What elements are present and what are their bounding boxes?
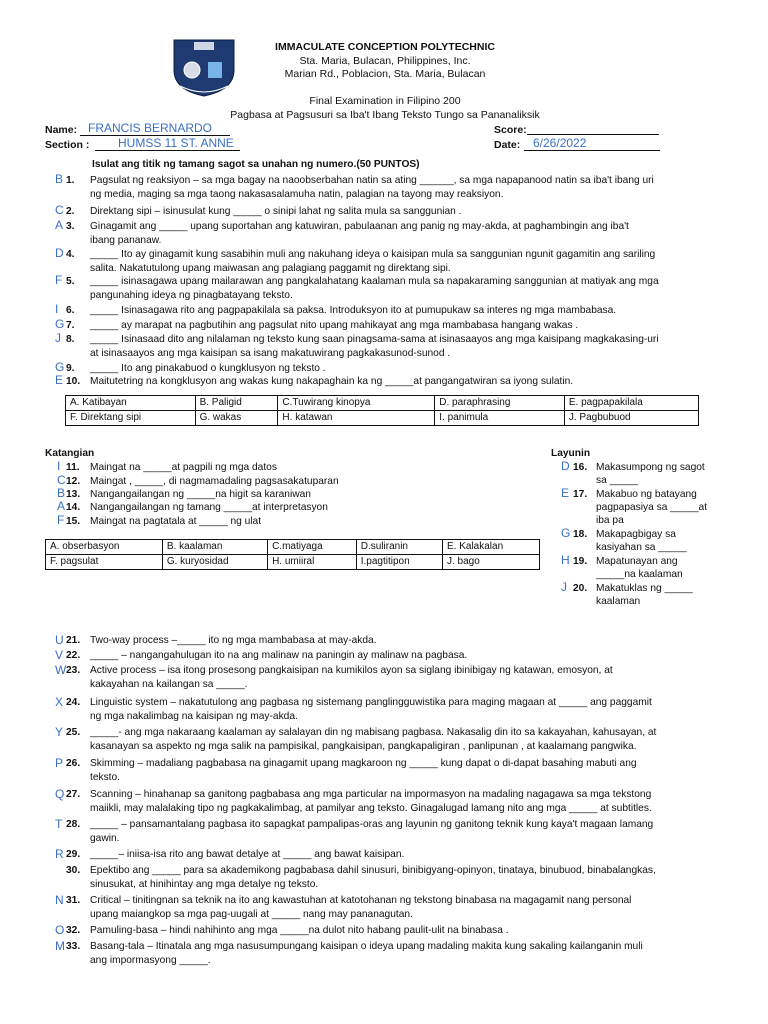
question-text: Direktang sipi – isinusulat kung _____ o sinipi lahat ng salita mula sa sanggunian .: [90, 206, 462, 217]
choice2-cell: A. obserbasyon: [46, 540, 163, 555]
question-text-cont: iba pa: [596, 515, 624, 526]
question-text: Maingat na pagtatala at _____ ng ulat: [90, 516, 262, 527]
question-number: 32.: [66, 925, 81, 936]
question-text: _____ ay marapat na pagbutihin ang pagsulat nito upang mahikayat ang mga mambabasa hangang wakas .: [90, 320, 579, 331]
question-number: 19.: [573, 556, 588, 567]
question-text: _____ Ito ay ginagamit kung sasabihin muli ang nakuhang ideya o kaisipan mula sa sanggunian ngunit gagamitin ang sariling: [90, 249, 656, 260]
answer-20[interactable]: J: [561, 580, 567, 594]
question-text-cont: kaalaman: [596, 596, 641, 607]
answer-8[interactable]: J: [55, 331, 61, 345]
choice2-row: [46, 555, 540, 570]
name-value[interactable]: FRANCIS BERNARDO: [88, 121, 213, 135]
question-text-cont: ang impormasyong _____.: [90, 955, 211, 966]
answer-4[interactable]: D: [55, 246, 64, 260]
question-text: Skimming – madaliang pagbabasa na ginagamit upang magkaroon ng _____ kung dapat o di-dapat basahing mabuti ang: [90, 758, 637, 769]
question-text: Makabuo ng batayang: [596, 489, 697, 500]
question-number: 6.: [66, 305, 75, 316]
question-text: _____ Isinasaad dito ang nilalaman ng teksto kung saan pinagsama-sama at isinasaayos ang mga kaisipang magkakasing-uri: [90, 334, 659, 345]
question-text-cont: pangunahing ideya ng pinagbatayang teksto.: [90, 290, 293, 301]
question-text-cont: at isinasaayos ang mga kaisipan sa isang makatuwirang pagkakasunod-sunod .: [90, 348, 451, 359]
answer-28[interactable]: T: [55, 817, 63, 831]
question-text: Basang-tala – Itinatala ang mga nasusumpungang kaisipan o ideya upang madaling makita kung sakaling kailanganin muli: [90, 941, 643, 952]
question-text: Active process – isa itong prosesong pangkaisipan na kumikilos ayon sa siglang ibinibigay ng katawan, emosyon, at: [90, 665, 613, 676]
choice-cell: J. Pagbubuod: [564, 411, 698, 426]
question-text: Two-way process –_____ ito ng mga mambabasa at may-akda.: [90, 635, 377, 646]
question-text: _____- ang mga nakaraang kaalaman ay salalayan din ng mabisang pagbasa. Nakasalig din ito sa kakayahan, kahusayan, at: [90, 727, 657, 738]
section-label: Section :: [45, 139, 90, 151]
question-text-cont: sa _____: [596, 475, 638, 486]
question-number: 7.: [66, 320, 75, 331]
choice-cell: C.Tuwirang kinopya: [278, 396, 435, 411]
question-number: 4.: [66, 249, 75, 260]
answer-18[interactable]: G: [561, 526, 571, 540]
question-number: 13.: [66, 489, 81, 500]
question-number: 25.: [66, 727, 81, 738]
date-label: Date:: [494, 139, 521, 151]
answer-17[interactable]: E: [561, 486, 570, 500]
question-text: _____ Ito ang pinakabuod o kungklusyon ng teksto .: [90, 363, 326, 374]
question-text-cont: salita. Nakatutulong upang maiwasan ang palagiang paggamit ng direktang sipi.: [90, 263, 451, 274]
question-text: Linguistic system – nakatutulong ang pagbasa ng sistemang panglingguwistika para maging magaan at _____ ang paggamit: [90, 697, 652, 708]
answer-16[interactable]: D: [561, 459, 570, 473]
date-value[interactable]: 6/26/2022: [533, 136, 587, 150]
question-text-cont: sinusukat, at hinihintay ang mga detalye ng teksto.: [90, 879, 319, 890]
question-number: 17.: [573, 489, 588, 500]
answer-10[interactable]: E: [55, 373, 64, 387]
choice-cell: D. paraphrasing: [435, 396, 565, 411]
question-text-cont: pagpapasiya sa _____at: [596, 502, 708, 513]
question-number: 28.: [66, 819, 81, 830]
question-number: 27.: [66, 789, 81, 800]
question-text: _____ Isinasagawa rito ang pagpapakilala sa paksa. Introduksyon ito at pumupukaw sa interes ng mga mambabasa.: [90, 305, 617, 316]
question-number: 8.: [66, 334, 75, 345]
choices-table-2: [45, 539, 540, 570]
answer-6[interactable]: I: [55, 302, 59, 316]
question-number: 22.: [66, 650, 81, 661]
question-number: 20.: [573, 583, 588, 594]
answer-3[interactable]: A: [55, 218, 64, 232]
question-number: 11.: [66, 462, 80, 473]
question-number: 5.: [66, 276, 75, 287]
question-text: Maingat na _____at pagpili ng mga datos: [90, 462, 277, 473]
question-text-cont: ng media, maging sa mga taong nakasasalamuha natin, palagian na tayong may reaksiyon.: [90, 189, 504, 200]
question-text-cont: kasiyahan sa _____: [596, 542, 687, 553]
choice2-cell: J. bago: [442, 555, 539, 570]
layunin-title: Layunin: [551, 448, 591, 459]
question-text: Nangangailangan ng _____na higit sa karaniwan: [90, 489, 311, 500]
choice-cell: E. pagpapakilala: [564, 396, 698, 411]
choice2-cell: H. umiiral: [268, 555, 357, 570]
question-number: 31.: [66, 895, 81, 906]
answer-19[interactable]: H: [561, 553, 570, 567]
question-number: 15.: [66, 516, 81, 527]
question-text: Maitutetring na kongklusyon ang wakas kung nakapaghain ka ng _____at pangangatwiran sa iyong sulatin.: [90, 376, 574, 387]
answer-14[interactable]: A: [57, 499, 66, 513]
katangian-title: Katangian: [45, 448, 95, 459]
question-text: _____ isinasagawa upang mailarawan ang pangkalahatang kaalaman mula sa napakaraming sanggunian at matiyak ang mga: [90, 276, 659, 287]
question-text-cont: kasanayan sa aspekto ng mga salik na pampisikal, pangkaisipan, pangkapaligiran , panlipunan , at kaalamang pangwika.: [90, 741, 637, 752]
answer-2[interactable]: C: [55, 203, 64, 217]
question-text: Epektibo ang _____ para sa akademikong pagbabasa dahil sinusuri, binibigyang-opinyon, tinataya, binubuod, binabalangkas,: [90, 865, 656, 876]
choice2-cell: F. pagsulat: [46, 555, 163, 570]
section-value[interactable]: HUMSS 11 ST. ANNE: [118, 136, 234, 150]
question-text: Scanning – hinahanap sa ganitong pagbabasa ang mga particular na impormasyon na madaling nagagawa sa mga tekstong: [90, 789, 652, 800]
answer-11[interactable]: I: [57, 459, 61, 473]
answer-12[interactable]: C: [57, 473, 66, 487]
question-text-cont: gawin.: [90, 833, 120, 844]
answer-26[interactable]: P: [55, 756, 64, 770]
answer-33[interactable]: M: [55, 939, 65, 953]
answer-9[interactable]: G: [55, 360, 65, 374]
choice-cell: F. Direktang sipi: [66, 411, 196, 426]
choices-table-1: [65, 395, 699, 426]
school-name: IMMACULATE CONCEPTION POLYTECHNIC: [275, 41, 495, 53]
question-number: 21.: [66, 635, 81, 646]
question-text: Pamuling-basa – hindi nahihinto ang mga _____na dulot nito habang paulit-ulit na binabasa .: [90, 925, 509, 936]
answer-24[interactable]: X: [55, 695, 64, 709]
question-text: Pagsulat ng reaksiyon – sa mga bagay na naoobserbahan natin sa ating ______, sa mga napapanood natin sa iba't ibang uri: [90, 175, 654, 186]
question-text-cont: kakayahan na kailangan sa _____.: [90, 679, 248, 690]
choice2-cell: E. Kalakalan: [442, 540, 539, 555]
instructions: Isulat ang titik ng tamang sagot sa unahan ng numero.(50 PUNTOS): [92, 159, 420, 170]
question-text: Nangangailangan ng tamang _____at interpretasyon: [90, 502, 328, 513]
question-number: 16.: [573, 462, 588, 473]
answer-15[interactable]: F: [57, 513, 65, 527]
choice2-cell: I.pagtitipon: [356, 555, 442, 570]
question-number: 3.: [66, 221, 75, 232]
answer-32[interactable]: O: [55, 923, 65, 937]
question-number: 12.: [66, 476, 81, 487]
question-number: 29.: [66, 849, 81, 860]
school-address-1: Sta. Maria, Bulacan, Philippines, Inc.: [299, 55, 471, 67]
question-number: 23.: [66, 665, 81, 676]
choice2-cell: C.matiyaga: [268, 540, 357, 555]
question-number: 26.: [66, 758, 81, 769]
question-text-cont: ng mga nakalimbag na kaisipan ng may-akda.: [90, 711, 298, 722]
question-text: _____ – pansamantalang pagbasa ito sapagkat pampalipas-oras ang layunin ng ganitong teknik kung kaya't magaan lamang: [90, 819, 654, 830]
answer-22[interactable]: V: [55, 648, 64, 662]
question-text-cont: teksto.: [90, 772, 121, 783]
question-number: 33.: [66, 941, 81, 952]
question-number: 18.: [573, 529, 588, 540]
choice2-row: [46, 540, 540, 555]
choice2-cell: G. kuryosidad: [162, 555, 267, 570]
choice-cell: B. Paligid: [195, 396, 278, 411]
question-number: 30.: [66, 865, 81, 876]
answer-31[interactable]: N: [55, 893, 64, 907]
answer-21[interactable]: U: [55, 633, 64, 647]
choice-cell: H. katawan: [278, 411, 435, 426]
question-text: _____– iniisa-isa rito ang bawat detalye at _____ ang bawat kaisipan.: [90, 849, 405, 860]
choice-row: [66, 396, 699, 411]
question-text: Critical – tinitingnan sa teknik na ito ang kawastuhan at katotohanan ng tekstong binabasa na magagamit nang personal: [90, 895, 632, 906]
question-number: 24.: [66, 697, 81, 708]
choice-cell: G. wakas: [195, 411, 278, 426]
question-text-cont: maiikli, may malalaking tipo ng pagkakalimbag, at pamilyar ang teksto. Ginagalugad lamang nito ang mga _____ at subtitles.: [90, 803, 652, 814]
question-number: 2.: [66, 206, 75, 217]
answer-23[interactable]: W: [55, 663, 67, 677]
question-number: 1.: [66, 175, 75, 186]
question-text: Makatuklas ng _____: [596, 583, 693, 594]
choice2-cell: D.suliranin: [356, 540, 442, 555]
choice-cell: I. panimula: [435, 411, 565, 426]
question-text-cont: ibang pananaw.: [90, 235, 162, 246]
question-text-cont: _____na kaalaman: [596, 569, 683, 580]
question-text-cont: upang maiangkop sa mga pag-uugali at _____ nang may pananagutan.: [90, 909, 413, 920]
question-text: Maingat , _____, di nagmamadaling pagsasakatuparan: [90, 476, 339, 487]
answer-27[interactable]: Q: [55, 787, 65, 801]
choice-cell: A. Katibayan: [66, 396, 196, 411]
question-text: _____ – nangangahulugan ito na ang malinaw na paningin ay malinaw na pagbasa.: [90, 650, 468, 661]
answer-29[interactable]: R: [55, 847, 64, 861]
question-text: Makasumpong ng sagot: [596, 462, 705, 473]
answer-5[interactable]: F: [55, 273, 63, 287]
choice2-cell: B. kaalaman: [162, 540, 267, 555]
name-label: Name:: [45, 124, 78, 136]
question-number: 10.: [66, 376, 81, 387]
question-number: 14.: [66, 502, 81, 513]
school-address-2: Marian Rd., Poblacion, Sta. Maria, Bulacan: [284, 68, 486, 80]
answer-25[interactable]: Y: [55, 725, 64, 739]
answer-1[interactable]: B: [55, 172, 64, 186]
choice-row: [66, 411, 699, 426]
question-text: Ginagamit ang _____ upang suportahan ang katuwiran, pabulaanan ang panig ng may-akda, at paghambingin ang iba't: [90, 221, 629, 232]
question-number: 9.: [66, 363, 75, 374]
question-text: Makapagbigay sa: [596, 529, 676, 540]
answer-7[interactable]: G: [55, 317, 65, 331]
answer-13[interactable]: B: [57, 486, 66, 500]
exam-subject: Pagbasa at Pagsusuri sa Iba't Ibang Teksto Tungo sa Pananaliksik: [230, 109, 540, 121]
score-label: Score:: [494, 124, 527, 136]
exam-title: Final Examination in Filipino 200: [309, 95, 461, 107]
question-text: Mapatunayan ang: [596, 556, 678, 567]
